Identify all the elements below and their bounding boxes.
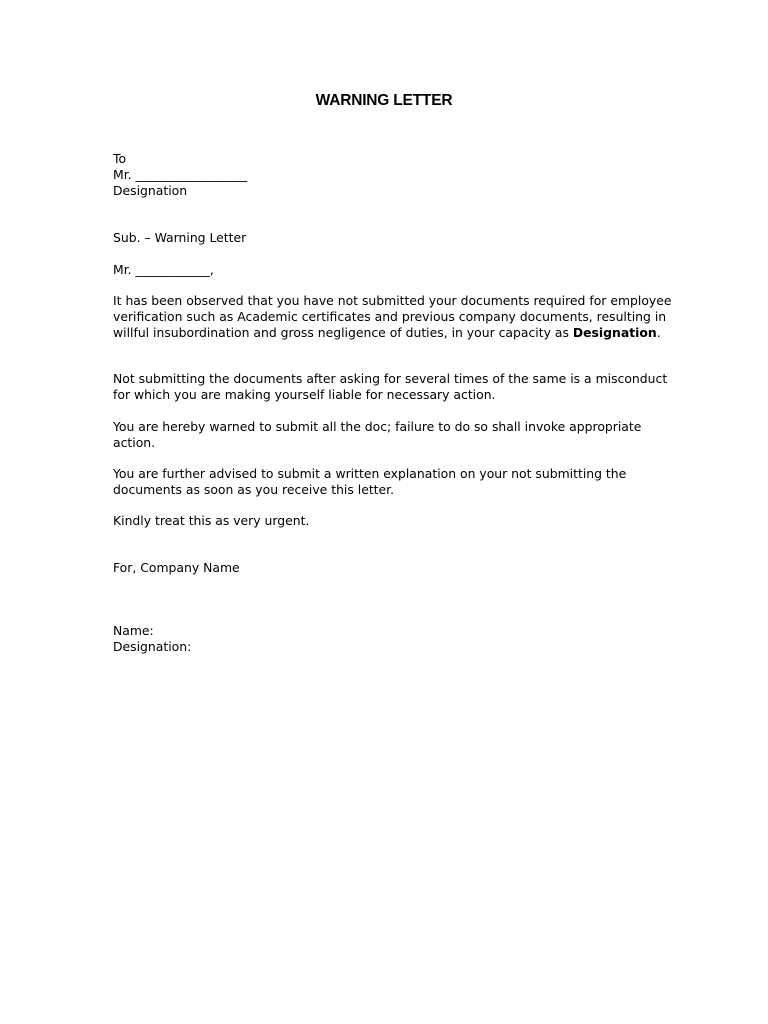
signature-name-label: Name: <box>113 623 154 638</box>
paragraph-4-text: You are further advised to submit a written explanation on your not submitting the documents as soon as you receive this letter. <box>113 466 627 497</box>
letter-title: WARNING LETTER <box>315 92 453 109</box>
paragraph-5: Kindly treat this as very urgent. <box>113 513 310 528</box>
recipient-name-line: Mr. __________________ <box>113 167 248 182</box>
closing: For, Company Name <box>113 560 240 575</box>
paragraph-2 <box>113 371 673 403</box>
paragraph-1-main: It has been observed that you have not submitted your documents required for employee verification such as Academic certificates and previous company documents, resulting in willful insubordination and gross negligence of duties, in your capacity as <box>113 293 672 340</box>
signature-block <box>113 623 673 655</box>
recipient-block <box>113 151 673 199</box>
paragraph-2-text: Not submitting the documents after asking for several times of the same is a misconduct for which you are making yourself liable for necessary action. <box>113 371 668 402</box>
paragraph-1-end: . <box>656 325 661 340</box>
subject-line: Sub. – Warning Letter <box>113 230 247 245</box>
paragraph-1 <box>113 293 673 341</box>
salutation: Mr. ____________, <box>113 262 214 277</box>
paragraph-4 <box>113 466 673 498</box>
signature-designation-label: Designation: <box>113 639 192 654</box>
to-label: To <box>113 151 127 166</box>
paragraph-1-designation: Designation <box>572 325 657 340</box>
paragraph-3-text: You are hereby warned to submit all the doc; failure to do so shall invoke appropriate action. <box>113 419 642 450</box>
paragraph-3 <box>113 419 673 451</box>
paragraph-1-text <box>113 293 673 341</box>
recipient-designation: Designation <box>113 183 188 198</box>
